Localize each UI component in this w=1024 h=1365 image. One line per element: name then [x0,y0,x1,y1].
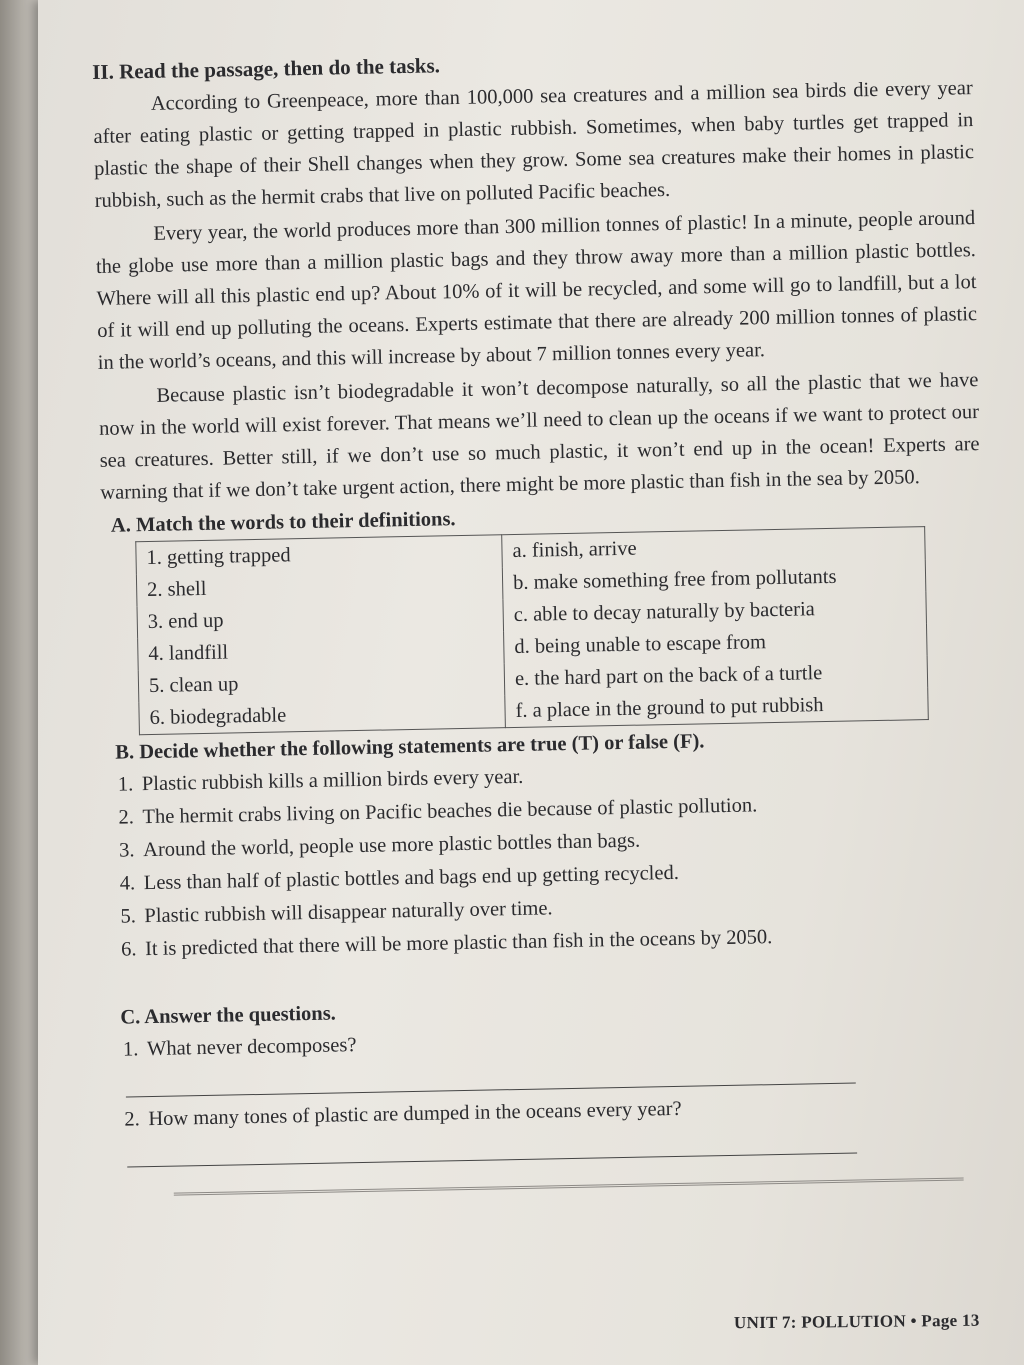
definition-cell: f. a place in the ground to put rubbish [505,687,929,728]
word-cell: 2. shell [136,567,503,606]
passage-paragraph-1: According to Greenpeace, more than 100,000 sea creatures and a million sea birds die every year after eating plastic or getting trapped in plastic rubbish. Sometimes, when baby turtles get trapped in plastic the shape of their Shell changes when they grow. Some sea creatures make their homes in plastic rubbish, such as the hermit crabs that live on polluted Pacific beaches. [93,77,975,212]
statement-text: Plastic rubbish will disappear naturally over time. [144,897,553,928]
item-number: 5. [120,905,137,928]
question-text: How many tones of plastic are dumped in the oceans every year? [148,1097,682,1131]
item-number: 4. [119,872,136,895]
passage-paragraph-3: Because plastic isn’t biodegradable it won’t decompose naturally, so all the plastic that we have now in the world will exist forever. That means we’ll need to clean up the oceans if we want to protect our sea creatures. Better still, if we don’t use so much plastic, it won’t end up in the ocean! Experts are warning that if we don’t take urgent action, there might be more plastic than fish in the sea by 2050. [98,369,980,504]
task-c-title: C. Answer the questions. [120,1002,337,1029]
matching-table [135,526,929,735]
statement-text: Around the world, people use more plastic bottles than bags. [142,829,641,862]
word-cell: 4. landfill [138,631,505,670]
statements-list [106,752,990,967]
word-cell: 6. biodegradable [139,695,506,735]
section-title: II. Read the passage, then do the tasks. [92,53,441,84]
task-a-title: A. Match the words to their definitions. [110,508,456,537]
item-number: 6. [120,938,137,961]
item-number: 1. [117,773,134,796]
question-text: What never decomposes? [146,1034,357,1061]
statement-text: The hermit crabs living on Pacific beaches die because of plastic pollution. [142,794,758,829]
word-cell: 1. getting trapped [136,535,503,575]
passage-paragraph-2: Every year, the world produces more than 300 million tonnes of plastic! In a minute, people around the globe use more than a million plastic bags and they throw away more than a million plastic bottles. Where will all this plastic end up? About 10% of it will be recycled, and some will go to landfill, but a lot of it will end up polluting the oceans. Experts estimate that there are already 200 million tonnes of plastic in the world’s oceans, and this will increase by about 7 million tonnes every year. [95,207,978,374]
definition-cell: a. finish, arrive [502,527,926,568]
item-number: 1. [122,1038,139,1061]
statement-text: Less than half of plastic bottles and bags end up getting recycled. [143,861,680,895]
worksheet-content [92,43,994,1197]
item-number: 3. [118,839,135,862]
task-b-title: B. Decide whether the following statements are true (T) or false (F). [115,730,705,764]
reading-passage [93,72,981,509]
definition-cell: e. the hard part on the back of a turtle [504,655,928,695]
definition-cell: c. able to decay naturally by bacteria [503,591,927,631]
word-cell: 5. clean up [138,663,505,702]
item-number: 2. [124,1108,140,1131]
statement-text: Plastic rubbish kills a million birds every year. [141,765,524,796]
page-footer: UNIT 7: POLLUTION • Page 13 [733,1310,980,1333]
item-number: 2. [118,806,135,829]
word-cell: 3. end up [137,599,504,638]
statement-text: It is predicted that there will be more plastic than fish in the oceans by 2050. [144,926,773,961]
definition-cell: d. being unable to escape from [504,623,928,663]
definition-cell: b. make something free from pollutants [502,559,926,599]
